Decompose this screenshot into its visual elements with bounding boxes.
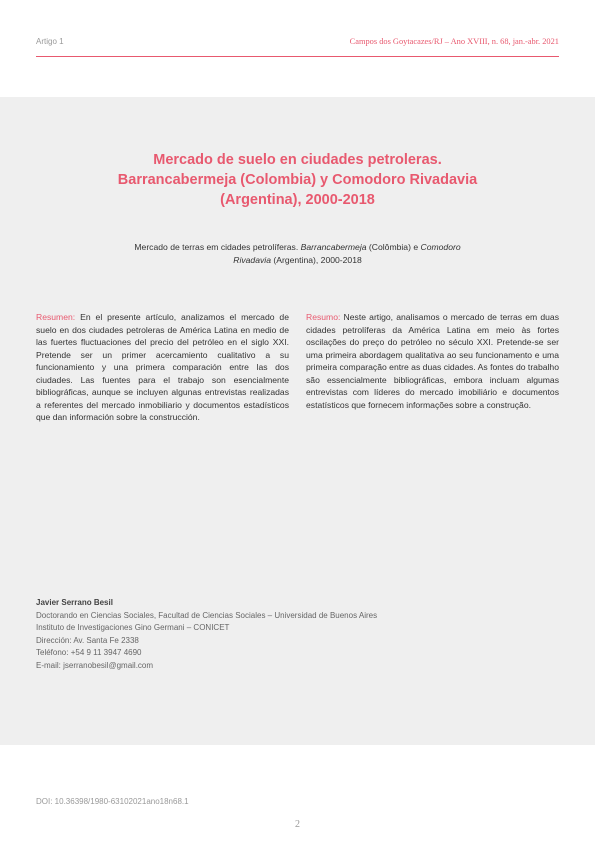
- abstract-pt-label: Resumo:: [306, 312, 341, 322]
- translated-title: [100, 241, 495, 267]
- author-phone: Teléfono: +54 9 11 3947 4690: [36, 648, 142, 658]
- title-line-1: Mercado de suelo en ciudades petroleras.: [153, 152, 442, 168]
- author-affiliation: Doctorando en Ciencias Sociales, Facultad de Ciencias Sociales – Universidad de Buenos Aires: [36, 610, 378, 620]
- article-label: Artigo 1: [36, 37, 64, 46]
- abstract-portuguese: [306, 311, 559, 411]
- title-line-2: Barrancabermeja (Colombia) y Comodoro Rivadavia: [117, 172, 478, 188]
- author-block: [36, 597, 377, 673]
- doi: DOI: 10.36398/1980-63102021ano18n68.1: [36, 797, 189, 806]
- page-number: 2: [295, 819, 300, 830]
- title-line-3: (Argentina), 2000-2018: [220, 192, 375, 208]
- subtitle-part-3: (Argentina), 2000-2018: [270, 255, 362, 265]
- abstract-spanish: [36, 311, 289, 424]
- author-institute: Instituto de Investigaciones Gino Germani – CONICET: [36, 623, 230, 633]
- running-header: [36, 34, 559, 57]
- subtitle-part-2: (Colômbia) e: [366, 242, 421, 252]
- author-email: E-mail: jserranobesil@gmail.com: [36, 660, 154, 670]
- author-address: Dirección: Av. Santa Fe 2338: [36, 635, 139, 645]
- journal-citation: Campos dos Goytacazes/RJ – Ano XVIII, n. 68, jan.-abr. 2021: [349, 37, 559, 46]
- subtitle-city-2b: Rivadavia: [233, 255, 271, 265]
- subtitle-city-1: Barrancabermeja: [300, 242, 367, 252]
- subtitle-part-1: Mercado de terras em cidades petrolíferas.: [134, 242, 301, 252]
- abstract-pt-text: Neste artigo, analisamos o mercado de terras em duas cidades petrolíferas da América Latina em meio às fortes oscilações do preço do petróleo no século XXI. Pretende-se ser uma primeira abordagem qualitativa ao seu funcionamento e uma primeira comparação entre as duas cidades. As fontes do trabalho são essencialmente bibliográficas, embora incluam algumas entrevistas com líderes do mercado imobiliário e documentos estatísticos que fornecem informações sobre a construção.: [306, 312, 559, 410]
- abstract-es-label: Resumen:: [36, 312, 76, 322]
- article-title: [70, 150, 525, 210]
- author-name: Javier Serrano Besil: [36, 598, 113, 607]
- abstract-es-text: En el presente artículo, analizamos el mercado de suelo en dos ciudades petroleras de América Latina en medio de las fuertes fluctuaciones del precio del petróleo en el siglo XXI. Pretende ser un primer acercamiento cualitativo a su funcionamiento y una primera comparación entre las dos ciudades. Las fuentes para el trabajo son esencialmente bibliográficas, aunque se incluyen algunas entrevistas realizadas a referentes del mercado inmobiliario y documentos estadísticos que dan información sobre la construcción.: [36, 312, 289, 422]
- subtitle-city-2a: Comodoro: [420, 242, 461, 252]
